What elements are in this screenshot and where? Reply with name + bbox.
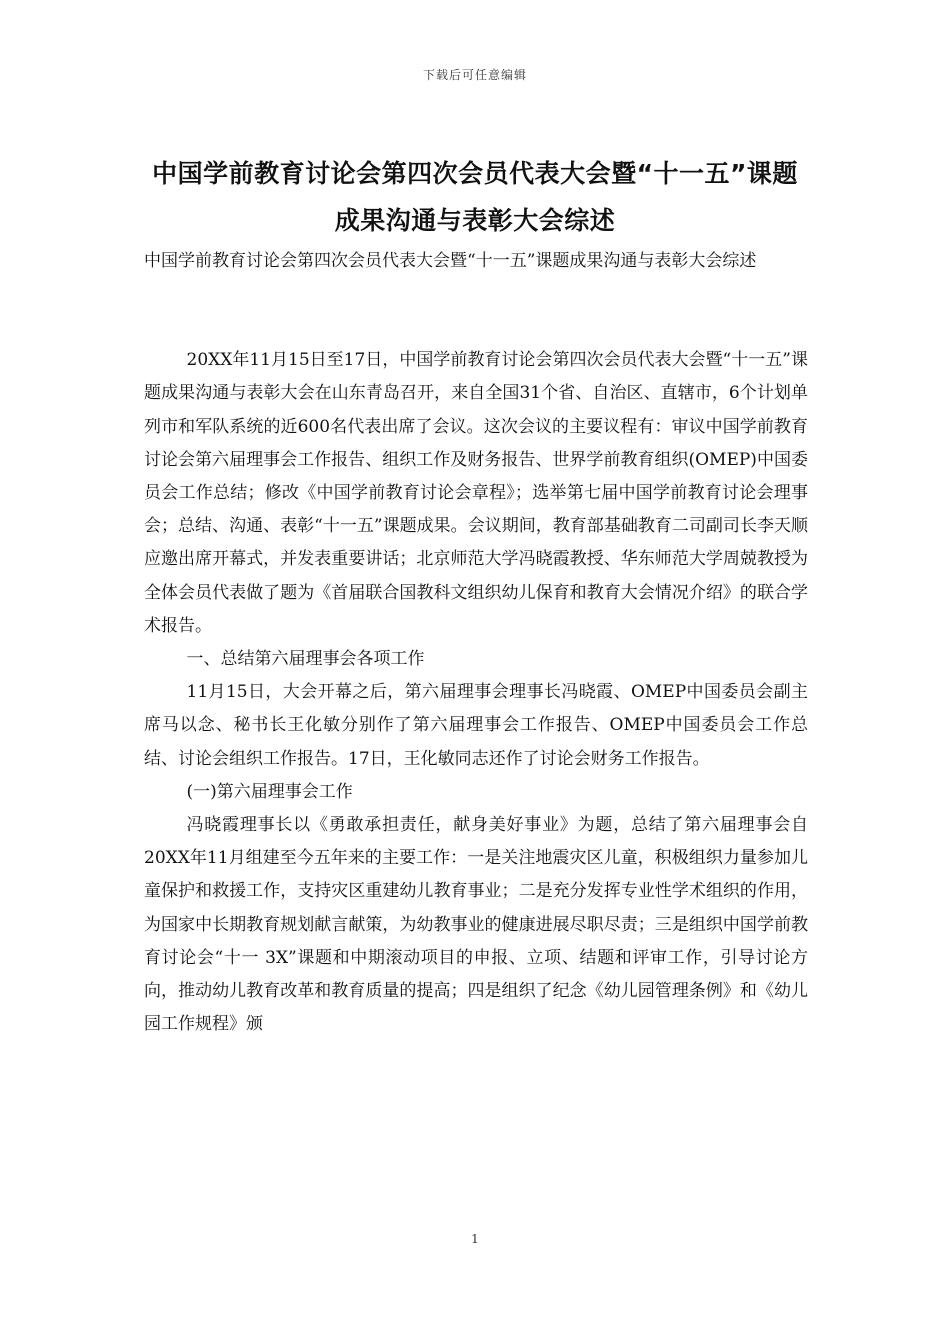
spacer [144, 278, 808, 344]
document-body [144, 245, 808, 1041]
paragraph: 11月15日，大会开幕之后，第六届理事会理事长冯晓霞、OMEP中国委员会副主席马以念、秘书长王化敏分别作了第六届理事会工作报告、OMEP中国委员会工作总结、讨论会组织工作报告。17日，王化敏同志还作了讨论会财务工作报告。 [144, 682, 808, 769]
paragraph: 冯晓霞理事长以《勇敢承担责任，献身美好事业》为题，总结了第六届理事会自20XX年11月组建至今五年来的主要工作：一是关注地震灾区儿童，积极组织力量参加儿童保护和救援工作，支持灾区重建幼儿教育事业；二是充分发挥专业性学术组织的作用，为国家中长期教育规划献言献策，为幼教事业的健康进展尽职尽责；三是组织中国学前教育讨论会“十一 3X”课题和中期滚动项目的申报、立项、结题和评审工作，引导讨论方向，推动幼儿教育改革和教育质量的提高；四是组织了纪念《幼儿园管理条例》和《幼儿园工作规程》颁 [144, 815, 808, 1035]
paragraph: 20XX年11月15日至17日，中国学前教育讨论会第四次会员代表大会暨“十一五”课题成果沟通与表彰大会在山东青岛召开，来自全国31个省、自治区、直辖市，6个计划单列市和军队系统的近600名代表出席了会议。这次会议的主要议程有：审议中国学前教育讨论会第六届理事会工作报告、组织工作及财务报告、世界学前教育组织(OMEP)中国委员会工作总结；修改《中国学前教育讨论会章程》；选举第七届中国学前教育讨论会理事会；总结、沟通、表彰“十一五”课题成果。会议期间，教育部基础教育二司副司长李天顺应邀出席开幕式，并发表重要讲话；北京师范大学冯晓霞教授、华东师范大学周兢教授为全体会员代表做了题为《首届联合国教科文组织幼儿保育和教育大会情况介绍》的联合学术报告。 [144, 350, 808, 636]
section-heading: 一、总结第六届理事会各项工作 [186, 649, 425, 670]
document-title: 中国学前教育讨论会第四次会员代表大会暨“十一五”课题成果沟通与表彰大会综述 [152, 159, 798, 235]
header-note: 下载后可任意编辑 [422, 68, 527, 82]
document-subtitle: 中国学前教育讨论会第四次会员代表大会暨“十一五”课题成果沟通与表彰大会综述 [144, 251, 757, 271]
page-number: 1 [471, 1232, 479, 1246]
subsection-heading: (一)第六届理事会工作 [186, 781, 353, 802]
